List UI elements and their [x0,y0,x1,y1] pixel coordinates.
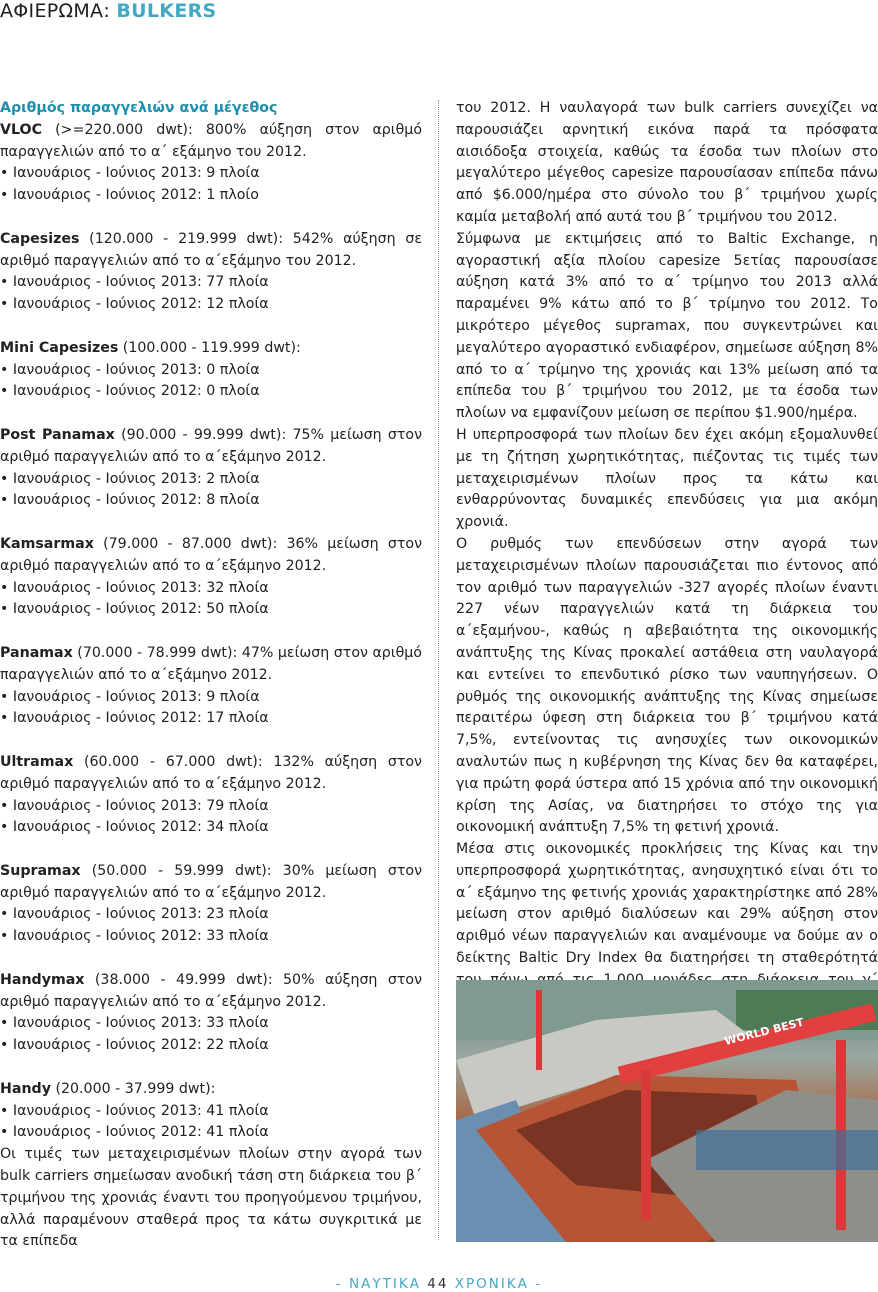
category-range: (70.000 - 78.999 dwt): 47% μείωση στον αριθμό παραγγελιών από το α΄εξάμηνο 2012. [0,644,422,683]
category-range: (60.000 - 67.000 dwt): 132% αύξηση στον αριθμό παραγγελιών από το α΄εξάμηνο 2012. [0,753,422,792]
bullet-item: • Ιανουάριος - Ιούνιος 2013: 32 πλοία [0,578,422,600]
category-description [0,643,422,687]
shipyard-illustration [456,980,878,1242]
category-block [0,120,422,207]
category-name: Panamax [0,644,73,661]
category-name: Post Panamax [0,426,115,443]
bullet-item: • Ιανουάριος - Ιούνιος 2012: 1 πλοίο [0,185,422,207]
category-range: (90.000 - 99.999 dwt): 75% μείωση στον αριθμό παραγγελιών από το α΄εξάμηνο 2012. [0,426,422,465]
category-name: Mini Capesizes [0,339,119,356]
category-range: (38.000 - 49.999 dwt): 50% αύξηση στον αριθμό παραγγελιών από το α΄εξάμηνο 2012. [0,971,422,1010]
bullet-item: • Ιανουάριος - Ιούνιος 2012: 41 πλοία [0,1122,422,1144]
page-header [0,0,217,24]
category-description [0,338,422,360]
bullet-item: • Ιανουάριος - Ιούνιος 2012: 33 πλοία [0,926,422,948]
bullet-item: • Ιανουάριος - Ιούνιος 2012: 50 πλοία [0,599,422,621]
bullet-item: • Ιανουάριος - Ιούνιος 2013: 41 πλοία [0,1101,422,1123]
category-block [0,425,422,512]
header-accent: BULKERS [116,0,217,22]
bullet-item: • Ιανουάριος - Ιούνιος 2012: 8 πλοία [0,490,422,512]
bullet-item: • Ιανουάριος - Ιούνιος 2013: 77 πλοία [0,272,422,294]
category-description [0,229,422,273]
footer-left: - ΝΑΥΤΙΚΑ [335,1276,421,1292]
header-prefix: ΑΦΙΕΡΩΜΑ: [0,0,111,22]
category-range: (79.000 - 87.000 dwt): 36% μείωση στον αριθμό παραγγελιών από το α΄εξάμηνο 2012. [0,535,422,574]
bullet-item: • Ιανουάριος - Ιούνιος 2013: 9 πλοία [0,687,422,709]
paragraph: Μέσα στις οικονομικές προκλήσεις της Κίνας και την υπερπροσφορά χωρητικότητας, ανησυχητικό είναι ότι το α΄ εξάμηνο της φετινής χρονιάς χαρακτηρίστηκε από 28% μείωση στον αριθμό διαλύσεων και 29% αύξηση στον αριθμό νέων παραγγελιών και αναμένουμε να δούμε αν ο δείκτης Baltic Dry Index θα διατηρήσει τη σταθερότητά [456,841,878,967]
category-block [0,229,422,316]
category-range: (50.000 - 59.999 dwt): 30% μείωση στον αριθμό παραγγελιών από το α΄εξάμηνο 2012. [0,862,422,901]
column-divider [438,100,439,1240]
category-description [0,534,422,578]
paragraph: Σύμφωνα με εκτιμήσεις από το Baltic Exchange, η αγοραστική αξία πλοίου capesize 5ετίας παρουσίασε αύξηση κατά 3% από το α΄ τρίμηνο του 2013 αλλά παραμένει 9% κάτω από το β΄ τρίμηνο του 2012. Το μικρότερο μέγεθος supramax, που συγκεντρώνει και μεγαλύτερο αγοραστικό ενδιαφέρον, σημείωσε αύξηση 8% από το α΄ τρίμηνο της χρονιάς και 13% μείωση από τα επίπεδα του β΄ τριμήνου του 2012, με τα έσοδα των πλοίων να εμφανίζουν μείωση σε περίπου $1.900/ημέρα. [456,230,878,422]
bullet-item: • Ιανουάριος - Ιούνιος 2013: 9 πλοία [0,163,422,185]
category-block [0,643,422,730]
category-range: (>=220.000 dwt): 800% αύξηση στον αριθμό παραγγελιών από το α΄ εξάμηνο του 2012. [0,121,422,160]
bullet-item: • Ιανουάριος - Ιούνιος 2013: 79 πλοία [0,796,422,818]
footer-right: ΧΡΟΝΙΚΑ - [454,1276,543,1292]
category-name: Ultramax [0,753,74,770]
paragraph: Ο ρυθμός των επενδύσεων στην αγορά των μεταχειρισμένων πλοίων παρουσιάζεται πιο έντονος από τον αριθμό των παραγγελιών -327 αγορές πλοίων έναντι 227 νέων παραγγελιών κατά τη διάρκεια του α΄εξαμήνου-, καθώς η αβεβαιότητα της οικονομικής ανάπτυξης της Κίνας προκαλεί αστάθεια στη ναυλαγορά και εντείνει το επενδυτικό ρίσκο των ναυπηγήσεων. Ο ρυθμός της οικονομικής ανάπτυξης της Κίνας σημείωσε περαιτέρω ύφεση στη διάρκεια του β΄ τριμήνου κατά 7,5%, εντείνοντας τις ανησυχίες των οικονομικών αναλυτών πως η κυβέρνηση της Κίνας δεν θα καταφέρει, για πρώτη φορά ύστερα από 15 χρόνια από την οικονομική κρίση της Ασίας, να διατηρήσει το στόχο της για οικονομική ανάπτυξη 7,5% τη φετινή χρονιά. [456,535,878,836]
category-description [0,120,422,164]
bullet-item: • Ιανουάριος - Ιούνιος 2012: 22 πλοία [0,1035,422,1057]
category-block [0,752,422,839]
category-name: Kamsarmax [0,535,94,552]
bullet-item: • Ιανουάριος - Ιούνιος 2013: 2 πλοία [0,469,422,491]
category-list [0,120,422,1144]
category-block [0,534,422,621]
closing-paragraph: Οι τιμές των μεταχειρισμένων πλοίων στην αγορά των bulk carriers σημείωσαν ανοδική τάση στη διάρκεια του β΄ τριμήνου της χρονιάς έναντι του προηγούμενου τριμήνου, αλλά παραμένουν σταθερά προς τα κάτω συγκριτικά με τα επίπεδα [0,1146,422,1250]
bullet-item: • Ιανουάριος - Ιούνιος 2013: 33 πλοία [0,1013,422,1035]
right-column [456,98,878,1013]
category-block [0,861,422,948]
category-name: Supramax [0,862,81,879]
section-title: Αριθμός παραγγελιών ανά μέγεθος [0,100,278,116]
category-block [0,1079,422,1144]
paragraph: του 2012. Η ναυλαγορά των bulk carriers συνεχίζει να παρουσιάζει αρνητική εικόνα παρά τα πρόσφατα αισιόδοξα στοιχεία, καθώς τα έσοδα των πλοίων στο μεγαλύτερο μέγεθος capesize παρουσίασαν επίπεδα πάνω από $6.000/ημέρα στο σύνολο του β΄ τριμήνου χωρίς καμία μεταβολή από αυτά του β΄ τριμήνου του 2012. [456,100,878,225]
category-description [0,752,422,796]
category-name: VLOC [0,121,42,138]
category-range: (100.000 - 119.999 dwt): [118,339,301,356]
crane-text: WORLD BEST [723,1015,806,1048]
paragraph: Η υπερπροσφορά των πλοίων δεν έχει ακόμη εξομαλυνθεί με τη ζήτηση χωρητικότητας, πιέζοντας τις τιμές των μεταχειρισμένων πλοίων προς τα κάτω και ενθαρρύνοντας δυναμικές επενδύσεις για μια ακόμη χρονιά. [456,426,878,531]
category-block [0,970,422,1057]
category-block [0,338,422,403]
category-description [0,1079,422,1101]
category-description [0,861,422,905]
category-name: Capesizes [0,230,80,247]
category-name: Handy [0,1080,51,1097]
shipyard-photo [456,980,878,1242]
bullet-item: • Ιανουάριος - Ιούνιος 2012: 34 πλοία [0,817,422,839]
category-name: Handymax [0,971,85,988]
category-range: (120.000 - 219.999 dwt): 542% αύξηση σε αριθμό παραγγελιών από το α΄εξάμηνο του 2012. [0,230,422,269]
bullet-item: • Ιανουάριος - Ιούνιος 2013: 23 πλοία [0,904,422,926]
bullet-item: • Ιανουάριος - Ιούνιος 2013: 0 πλοία [0,360,422,382]
left-column [0,98,422,1253]
bullet-item: • Ιανουάριος - Ιούνιος 2012: 17 πλοία [0,708,422,730]
category-range: (20.000 - 37.999 dwt): [50,1080,216,1097]
category-description [0,970,422,1014]
bullet-item: • Ιανουάριος - Ιούνιος 2012: 0 πλοία [0,381,422,403]
category-description [0,425,422,469]
bullet-item: • Ιανουάριος - Ιούνιος 2012: 12 πλοία [0,294,422,316]
page-number: 44 [427,1276,449,1292]
page-footer [0,1276,878,1292]
